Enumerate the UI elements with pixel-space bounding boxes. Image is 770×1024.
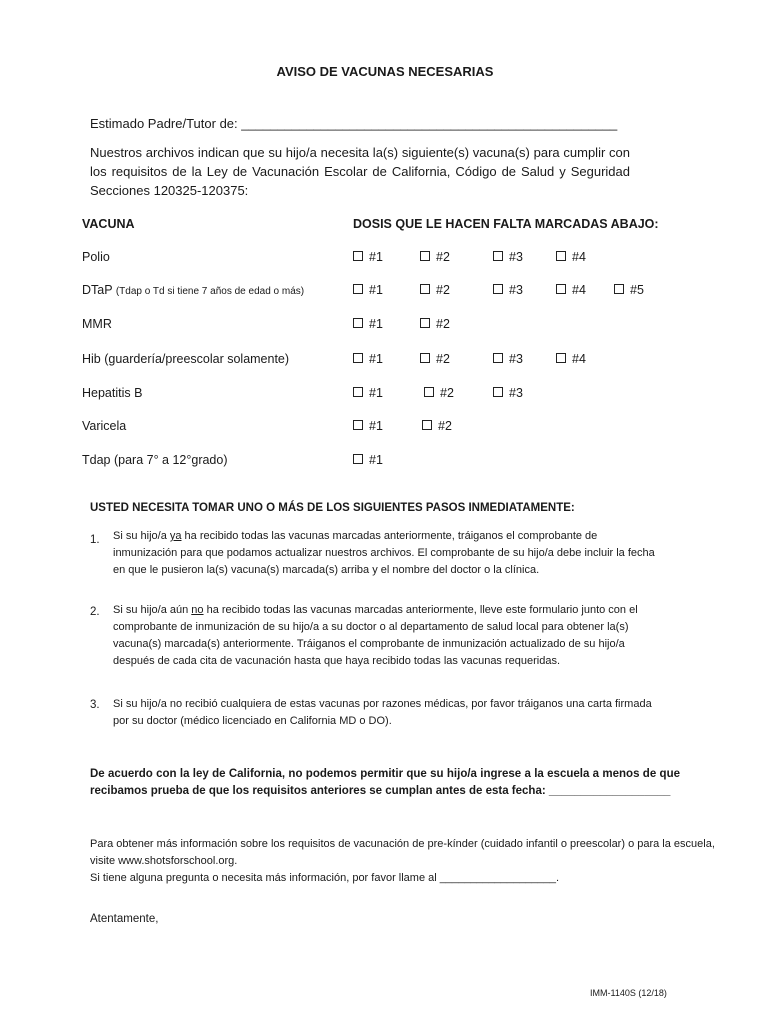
dose-label: #2	[436, 317, 450, 331]
dose-label: #2	[436, 283, 450, 297]
dose-checkbox[interactable]	[556, 283, 586, 297]
dose-checkbox[interactable]	[353, 386, 383, 400]
dose-checkbox[interactable]	[614, 283, 644, 297]
dose-checkbox[interactable]	[420, 250, 450, 264]
checkbox-square-icon	[353, 454, 363, 464]
dose-checkbox[interactable]	[422, 419, 452, 433]
dose-label: #3	[509, 386, 523, 400]
dose-checkbox[interactable]	[493, 250, 523, 264]
step-3-text: Si su hijo/a no recibió cualquiera de estas vacunas por razones médicas, por favor tráiganos una carta firmada por su doctor (médico licenciado en California MD o DO).	[113, 698, 652, 727]
checkbox-square-icon	[420, 284, 430, 294]
dose-label: #1	[369, 283, 383, 297]
step-1-text: Si su hijo/a ya ha recibido todas las vacunas marcadas anteriormente, tráiganos el comprobante de inmunización para que podamos actualizar nuestros archivos. El comprobante de su hijo/a debe incluir la fecha en que le pusieron la(s) vacuna(s) marcada(s) arriba y el nombre del doctor o la clínica.	[113, 530, 655, 576]
dose-label: #3	[509, 283, 523, 297]
dose-checkbox[interactable]	[556, 352, 586, 366]
intro-paragraph: Nuestros archivos indican que su hijo/a necesita la(s) siguiente(s) vacuna(s) para cumplir con los requisitos de la Ley de Vacunación Escolar de California, Código de Salud y Seguridad Secciones 120325-120375:	[90, 145, 630, 198]
vaccine-column-header: VACUNA	[82, 217, 135, 231]
dose-label: #3	[509, 250, 523, 264]
dose-checkbox[interactable]	[420, 352, 450, 366]
checkbox-square-icon	[420, 251, 430, 261]
vaccine-name: MMR	[82, 317, 112, 331]
dose-label: #4	[572, 250, 586, 264]
dose-label: #1	[369, 317, 383, 331]
vaccine-name: DTaP (Tdap o Td si tiene 7 años de edad o más)	[82, 283, 305, 297]
vaccine-name: Varicela	[82, 419, 127, 433]
dose-checkbox[interactable]	[556, 250, 586, 264]
checkbox-square-icon	[353, 318, 363, 328]
dose-label: #2	[436, 352, 450, 366]
checkbox-square-icon	[353, 387, 363, 397]
checkbox-square-icon	[614, 284, 624, 294]
dose-label: #2	[440, 386, 454, 400]
closing: Atentamente,	[90, 913, 159, 925]
steps-title: USTED NECESITA TOMAR UNO O MÁS DE LOS SIGUIENTES PASOS INMEDIATAMENTE:	[90, 502, 575, 514]
checkbox-square-icon	[353, 353, 363, 363]
dose-label: #5	[630, 283, 644, 297]
dose-label: #1	[369, 352, 383, 366]
dose-checkbox[interactable]	[493, 352, 523, 366]
dose-label: #3	[509, 352, 523, 366]
checkbox-square-icon	[493, 251, 503, 261]
info-line: Para obtener más información sobre los requisitos de vacunación de pre-kínder (cuidado infantil o preescolar) o para la escuela, visite www.shotsforschool.org.	[90, 838, 715, 867]
checkbox-square-icon	[353, 251, 363, 261]
info-block	[90, 836, 730, 887]
vaccine-name: Tdap (para 7° a 12°grado)	[82, 453, 228, 467]
doses-column-header: DOSIS QUE LE HACEN FALTA MARCADAS ABAJO:	[353, 217, 659, 231]
dose-label: #1	[369, 419, 383, 433]
dose-checkbox[interactable]	[353, 419, 383, 433]
checkbox-square-icon	[493, 353, 503, 363]
checkbox-square-icon	[556, 353, 566, 363]
dose-checkbox[interactable]	[493, 283, 523, 297]
checkbox-square-icon	[556, 251, 566, 261]
checkbox-square-icon	[420, 353, 430, 363]
dose-checkbox[interactable]	[420, 317, 450, 331]
checkbox-square-icon	[556, 284, 566, 294]
dose-label: #1	[369, 250, 383, 264]
dose-checkbox[interactable]	[420, 283, 450, 297]
dose-checkbox[interactable]	[493, 386, 523, 400]
step-2-text: Si su hijo/a aún no ha recibido todas las vacunas marcadas anteriormente, lleve este formulario junto con el comprobante de inmunización de su hijo/a a su doctor o al departamento de salud local para obtener la(s) vacuna(s) marcada(s) anteriormente. Tráiganos el comprobante de inmunización actualizado de su hijo/a después de cada cita de vacunación hasta que haya recibido todas las vacunas requeridas.	[113, 604, 638, 667]
form-id: IMM-1140S (12/18)	[590, 988, 667, 998]
checkbox-square-icon	[353, 284, 363, 294]
checkbox-square-icon	[493, 387, 503, 397]
dose-label: #2	[438, 419, 452, 433]
dose-checkbox[interactable]	[353, 250, 383, 264]
vaccine-note: (Tdap o Td si tiene 7 años de edad o más)	[115, 286, 305, 297]
page-title: AVISO DE VACUNAS NECESARIAS	[276, 64, 494, 79]
checkbox-square-icon	[420, 318, 430, 328]
dose-label: #2	[436, 250, 450, 264]
dose-checkbox[interactable]	[353, 283, 383, 297]
checkbox-square-icon	[422, 420, 432, 430]
vaccine-name: Hib (guardería/preescolar solamente)	[82, 352, 290, 366]
dose-checkbox[interactable]	[353, 352, 383, 366]
checkbox-square-icon	[493, 284, 503, 294]
parent-guardian-line: Estimado Padre/Tutor de: ____________________________________________________	[90, 116, 618, 131]
step-number: 2.	[90, 606, 100, 618]
dose-checkbox[interactable]	[353, 453, 383, 467]
law-notice: De acuerdo con la ley de California, no podemos permitir que su hijo/a ingrese a la escuela a menos de que recibamos prueba de que los requisitos anteriores se cumplan antes de esta fecha: ___________________	[90, 768, 680, 797]
dose-checkbox[interactable]	[424, 386, 454, 400]
vaccine-name: Polio	[82, 250, 110, 264]
dose-label: #4	[572, 352, 586, 366]
dose-label: #1	[369, 386, 383, 400]
dose-checkbox[interactable]	[353, 317, 383, 331]
dose-label: #1	[369, 453, 383, 467]
step-number: 3.	[90, 699, 100, 711]
dose-label: #4	[572, 283, 586, 297]
step-number: 1.	[90, 534, 100, 546]
info-line: Si tiene alguna pregunta o necesita más información, por favor llame al ___________________.	[90, 872, 560, 884]
checkbox-square-icon	[353, 420, 363, 430]
checkbox-square-icon	[424, 387, 434, 397]
vaccine-name: Hepatitis B	[82, 386, 143, 400]
